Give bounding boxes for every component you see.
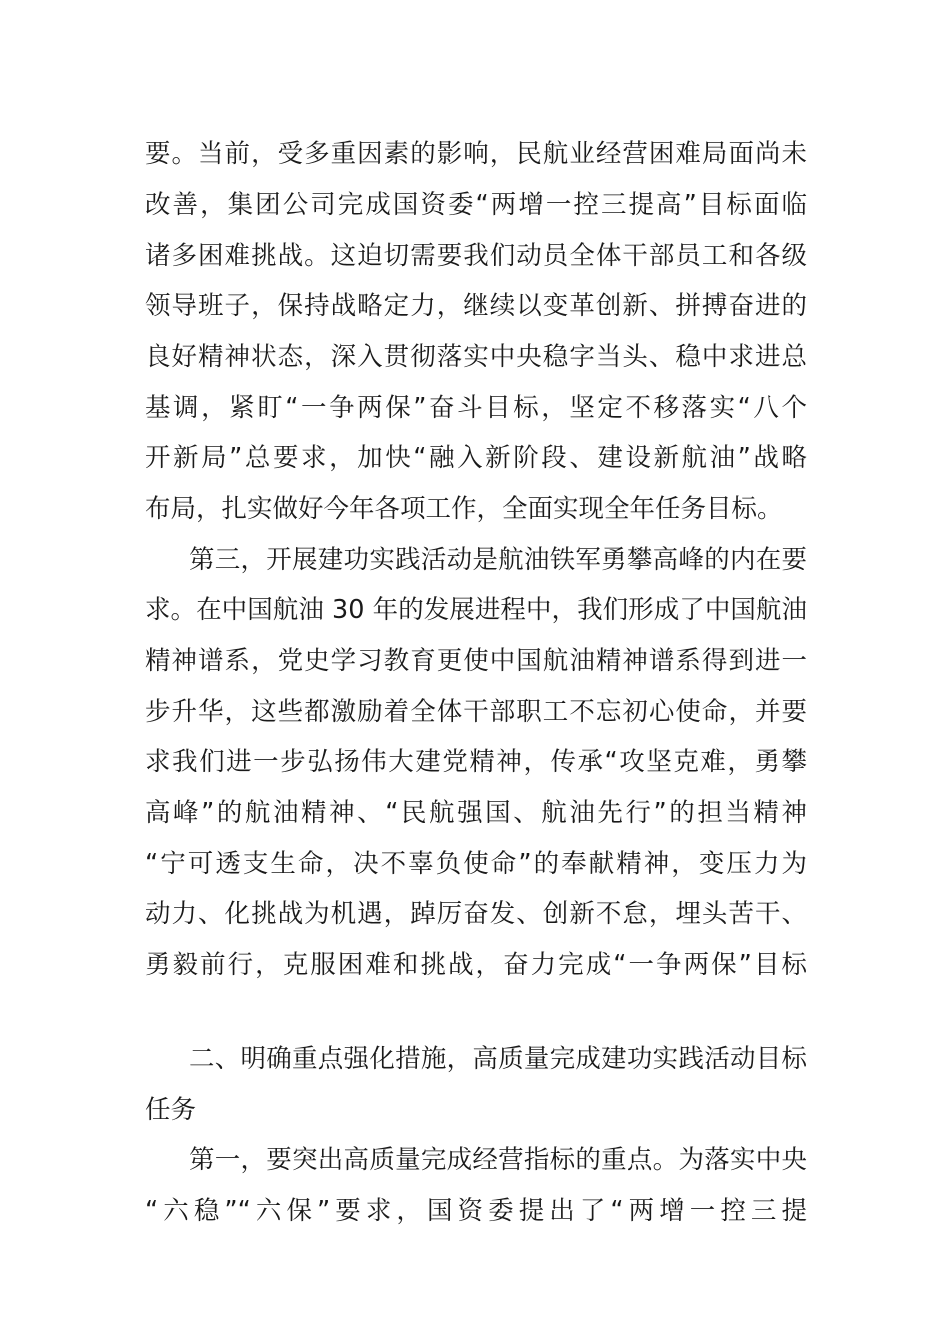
text-line: 勇毅前行，克服困难和挑战，奋力完成“一争两保”目标 (145, 950, 807, 980)
text-line: 求我们进一步弘扬伟大建党精神，传承“攻坚克难，勇攀 (145, 747, 807, 777)
text-line: 精神谱系，党史学习教育更使中国航油精神谱系得到进一 (145, 646, 807, 676)
text-line: 改善，集团公司完成国资委“两增一控三提高”目标面临 (145, 190, 807, 220)
section-heading: 任务 (145, 1095, 197, 1125)
text-line: 诸多困难挑战。这迫切需要我们动员全体干部员工和各级 (145, 241, 807, 271)
text-line: 布局，扎实做好今年各项工作，全面实现全年任务目标。 (145, 494, 783, 524)
text-line: 开新局”总要求，加快“融入新阶段、建设新航油”战略 (145, 443, 807, 473)
text-line: 动力、化挑战为机遇，踔厉奋发、创新不怠，埋头苦干、 (145, 899, 807, 929)
text-line: “宁可透支生命，决不辜负使命”的奉献精神，变压力为 (145, 849, 807, 879)
text-line: 步升华，这些都激励着全体干部职工不忘初心使命，并要 (145, 697, 807, 727)
text-line: 第三，开展建功实践活动是航油铁军勇攀高峰的内在要 (189, 545, 807, 575)
text-line: 领导班子，保持战略定力，继续以变革创新、拼搏奋进的 (145, 291, 807, 321)
text-line: 第一，要突出高质量完成经营指标的重点。为落实中央 (189, 1145, 807, 1175)
text-line: 良好精神状态，深入贯彻落实中央稳字当头、稳中求进总 (145, 342, 807, 372)
section-heading: 二、明确重点强化措施，高质量完成建功实践活动目标 (189, 1044, 807, 1074)
text-line: 高峰”的航油精神、“民航强国、航油先行”的担当精神 (145, 798, 807, 828)
text-line: 基调，紧盯“一争两保”奋斗目标，坚定不移落实“八个 (145, 393, 807, 423)
text-line: “六稳”“六保”要求，国资委提出了“两增一控三提 (145, 1196, 807, 1226)
text-line: 求。在中国航油 30 年的发展进程中，我们形成了中国航油 (145, 595, 807, 625)
text-line: 要。当前，受多重因素的影响，民航业经营困难局面尚未 (145, 139, 807, 169)
